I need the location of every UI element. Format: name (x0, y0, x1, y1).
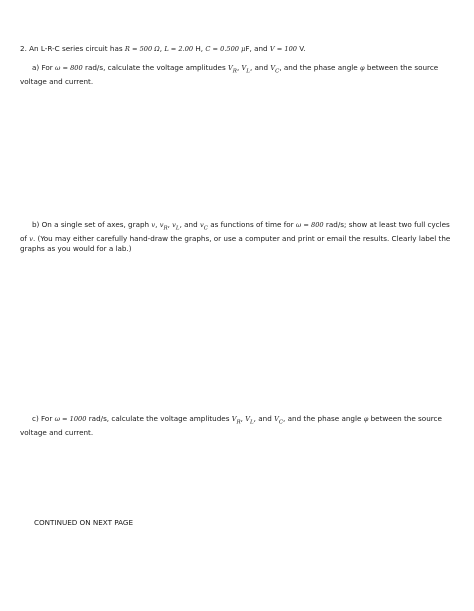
part-c-mid: rad/s, calculate the voltage amplitudes (86, 414, 232, 423)
inductance-unit: H, (193, 44, 206, 53)
vr-symbol: $V_R$ (228, 64, 237, 75)
part-c-lead: c) For (32, 414, 55, 423)
omega-expr: ω = 800 (295, 221, 324, 229)
vc-symbol: $V_C$ (274, 415, 284, 426)
voltage-unit: V. (296, 44, 306, 53)
comma: , (236, 63, 242, 72)
vr-lower-symbol: $v_R$ (159, 221, 168, 232)
continued-note: CONTINUED ON NEXT PAGE (34, 518, 134, 527)
capacitance-unit: F, and (245, 44, 270, 53)
vc-symbol: $V_C$ (270, 64, 280, 75)
comma: , (155, 220, 160, 229)
intro-text: 2. An L-R-C series circuit has (20, 44, 125, 53)
part-c-tail: between the source voltage and current. (20, 414, 442, 437)
v-symbol: v (29, 234, 33, 243)
part-b-cycles: rad/s; show at least two full cycles of (20, 220, 450, 243)
part-b-lead: b) On a single set of axes, graph (32, 220, 152, 229)
part-b-text (20, 220, 456, 253)
inductance-expr: L = 2.00 (164, 45, 194, 53)
comma: , (240, 414, 246, 423)
part-a-lead: a) For (32, 63, 56, 72)
omega-expr: ω = 1000 (54, 415, 87, 423)
and-text: , and (253, 414, 275, 423)
vl-lower-symbol: $v_L$ (172, 221, 180, 232)
resistance-expr: R = 500 Ω (124, 45, 160, 53)
phase-text: , and the phase angle (283, 414, 364, 423)
part-a-tail: between the source voltage and current. (20, 63, 439, 86)
question-2-header (20, 44, 456, 54)
capacitance-expr: C = 0.500 μ (205, 45, 246, 53)
phase-text: , and the phase angle (279, 63, 360, 72)
vc-lower-symbol: $v_C$ (199, 221, 208, 232)
vl-symbol: $V_L$ (245, 415, 254, 426)
vr-symbol: $V_R$ (231, 415, 241, 426)
comma: , (167, 220, 173, 229)
separator: , (159, 44, 165, 53)
part-b-tail: . (You may either carefully hand-draw the graphs, or use a computer and print or email the results. Clearly label the graphs as you would for a lab.) (20, 233, 451, 253)
vl-symbol: $V_L$ (241, 64, 250, 75)
and-text: , and (179, 220, 200, 229)
voltage-expr: V = 100 (269, 45, 297, 53)
part-c-text (20, 414, 456, 437)
part-a-mid: rad/s, calculate the voltage amplitudes (82, 63, 229, 72)
omega-expr: ω = 800 (55, 64, 83, 72)
v-symbol: v (151, 221, 156, 229)
part-a-text (20, 63, 456, 86)
phi-symbol: φ (359, 64, 365, 72)
and-text: , and (249, 63, 271, 72)
phi-symbol: φ (363, 415, 369, 423)
part-b-mid: as functions of time for (207, 220, 296, 229)
